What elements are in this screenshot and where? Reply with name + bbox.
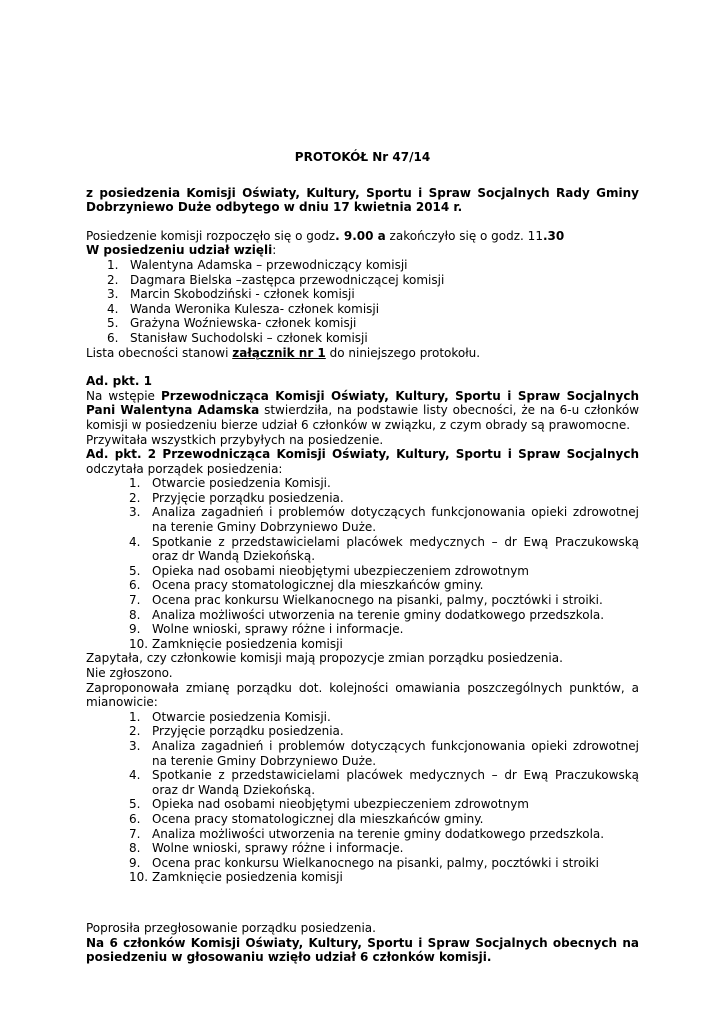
proposal-question: Zapytała, czy członkowie komisji mają propozycje zmian porządku posiedzenia.	[86, 651, 563, 666]
list-item: 8. Analiza możliwości utworzenia na terenie gminy dodatkowego przedszkola.	[129, 607, 605, 622]
change-proposal: Zaproponowała zmianę porządku dot. kolejności omawiania poszczególnych punktów, a mianowicie:	[86, 680, 639, 710]
list-item: 6. Ocena pracy stomatologicznej dla mieszkańców gminy.	[129, 811, 484, 826]
list-item: 10. Zamknięcie posiedzenia komisji	[129, 870, 343, 885]
opening-pre: Posiedzenie komisji rozpoczęło się o godz	[86, 228, 336, 243]
list-item: 2. Przyjęcie porządku posiedzenia.	[129, 490, 344, 505]
attachment-note: Lista obecności stanowi załącznik nr 1 do niniejszego protokołu.	[86, 345, 481, 360]
pkt1-heading: Ad. pkt. 1	[86, 374, 153, 389]
vote-request: Poprosiła przegłosowanie porządku posiedzenia.	[86, 920, 376, 935]
list-item: 6. Ocena pracy stomatologicznej dla mieszkańców gminy.	[129, 578, 484, 593]
list-item: 5. Opieka nad osobami nieobjętymi ubezpieczeniem zdrowotnym	[129, 797, 529, 812]
list-item: 7. Ocena prac konkursu Wielkanocnego na pisanki, palmy, pocztówki i stroiki.	[129, 593, 603, 608]
pkt2-intro: Ad. pkt. 2 Przewodnicząca Komisji Oświaty, Kultury, Sportu i Spraw Socjalnych odczytała porządek posiedzenia:	[86, 447, 639, 476]
list-item: 2. Dagmara Bielska –zastępca przewodniczącej komisji	[107, 272, 445, 287]
attendees-list	[86, 258, 639, 346]
pkt1-greeting: Przywitała wszystkich przybyłych na posiedzenie.	[86, 432, 384, 447]
no-reports: Nie zgłoszono.	[86, 666, 173, 680]
list-item: 9. Ocena prac konkursu Wielkanocnego na pisanki, palmy, pocztówki i stroiki	[129, 855, 599, 870]
list-item: 10. Zamknięcie posiedzenia komisji	[129, 636, 343, 651]
opening-times	[86, 229, 639, 244]
attendance-heading-text: W posiedzeniu udział wzięli	[86, 243, 273, 258]
pkt1-body: Na wstępie Przewodnicząca Komisji Oświaty, Kultury, Sportu i Spraw Socjalnych Pani Walentyna Adamska stwierdziła, na podstawie listy obecności, że na 6-u członków komisji w posiedzeniu bierze udział 6 członków w związku, z czym obrady są prawomocne.	[86, 388, 640, 432]
list-item: 7. Analiza możliwości utworzenia na terenie gminy dodatkowego przedszkola.	[129, 826, 605, 841]
list-item: 1. Walentyna Adamska – przewodniczący komisji	[107, 257, 408, 272]
list-item: 6. Stanisław Suchodolski – członek komisji	[107, 330, 368, 345]
protocol-title: PROTOKÓŁ Nr 47/14	[294, 150, 431, 164]
list-item: 9. Wolne wnioski, sprawy różne i informacje.	[129, 622, 404, 637]
list-item: 8. Wolne wnioski, sprawy różne i informacje.	[129, 841, 404, 856]
list-item: 1. Otwarcie posiedzenia Komisji.	[129, 476, 331, 491]
list-item: 3. Analiza zagadnień i problemów dotyczących funkcjonowania opieki zdrowotnej na terenie Gminy Dobrzyniewo Duże.	[129, 505, 639, 535]
attendance-heading	[86, 243, 639, 258]
agenda-list-original	[86, 476, 639, 651]
list-item: 5. Opieka nad osobami nieobjętymi ubezpieczeniem zdrowotnym	[129, 563, 529, 578]
list-item: 2. Przyjęcie porządku posiedzenia.	[129, 724, 344, 739]
agenda-list-revised	[86, 710, 639, 885]
list-item: 4. Spotkanie z przedstawicielami placówek medycznych – dr Ewą Praczukowską oraz dr Wandą Dziekońską.	[129, 534, 639, 564]
opening-mid: zakończyło się o godz. 11	[385, 228, 543, 243]
opening-start-time: . 9.00 a	[335, 228, 386, 243]
document-page	[86, 150, 639, 965]
attendance-colon: :	[272, 243, 277, 258]
attachment-ref: załącznik nr 1	[232, 345, 326, 360]
opening-end-time: .30	[542, 228, 565, 243]
list-item: 3. Analiza zagadnień i problemów dotyczących funkcjonowania opieki zdrowotnej na terenie Gminy Dobrzyniewo Duże.	[129, 738, 639, 768]
list-item: 3. Marcin Skobodziński - członek komisji	[107, 287, 355, 302]
list-item: 5. Grażyna Woźniewska- członek komisji	[107, 316, 357, 331]
list-item: 4. Wanda Weronika Kulesza- członek komisji	[107, 301, 380, 316]
list-item: 1. Otwarcie posiedzenia Komisji.	[129, 709, 331, 724]
list-item: 4. Spotkanie z przedstawicielami placówek medycznych – dr Ewą Praczukowską oraz dr Wandą Dziekońską.	[129, 768, 639, 797]
protocol-subtitle: z posiedzenia Komisji Oświaty, Kultury, Sportu i Spraw Socjalnych Rady Gminy Dobrzyniewo Duże odbytego w dniu 17 kwietnia 2014 r.	[86, 185, 639, 215]
vote-result: Na 6 członków Komisji Oświaty, Kultury, Sportu i Spraw Socjalnych obecnych na posiedzeniu w głosowaniu wzięło udział 6 członków komisji.	[86, 935, 639, 965]
